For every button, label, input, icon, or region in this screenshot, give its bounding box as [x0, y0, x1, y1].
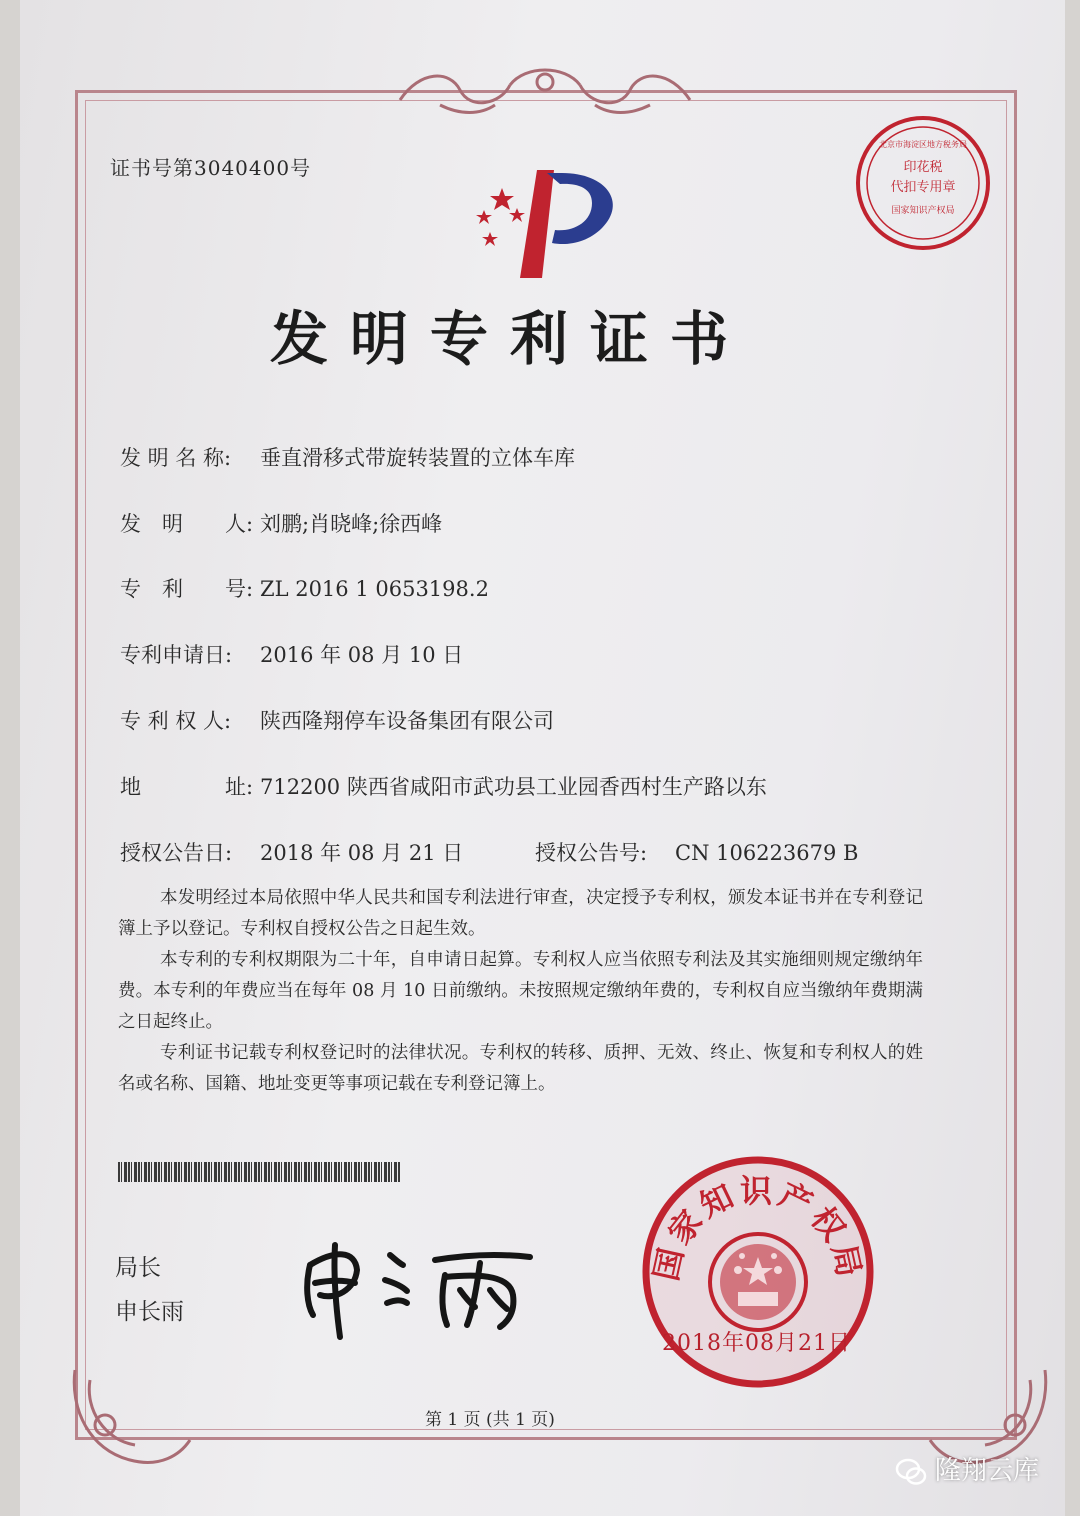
- wechat-icon: [895, 1457, 927, 1487]
- field-patentee: [120, 705, 554, 735]
- field-grant-date: [120, 837, 463, 867]
- signature: [295, 1225, 545, 1345]
- page-title: 发明专利证书: [270, 305, 751, 373]
- watermark-text: 隆翔云库: [935, 1456, 1040, 1486]
- field-value: 陕西隆翔停车设备集团有限公司: [260, 709, 554, 733]
- cnipa-logo: [462, 158, 642, 278]
- seal-date: 2018年08月21日: [662, 1331, 851, 1356]
- field-grant-pub-no: [535, 837, 858, 867]
- watermark: [895, 1450, 1039, 1487]
- field-inventor: [120, 508, 442, 538]
- field-filing-date: [120, 639, 463, 669]
- field-label: 发 明 人:: [120, 512, 254, 536]
- field-label: 地 址:: [120, 775, 254, 799]
- barcode: [118, 1162, 400, 1182]
- svg-text:印花税: 印花税: [903, 160, 943, 175]
- paragraph: 本发明经过本局依照中华人民共和国专利法进行审查，决定授予专利权，颁发本证书并在专利登记簿上予以登记。专利权自授权公告之日起生效。: [118, 888, 923, 939]
- svg-text:北京市海淀区地方税务局: 北京市海淀区地方税务局: [879, 140, 967, 149]
- field-value: 2018 年 08 月 21 日: [260, 841, 464, 865]
- signatory-block: [115, 1246, 184, 1334]
- field-label: 授权公告号:: [535, 841, 648, 865]
- svg-text:代扣专用章: 代扣专用章: [890, 180, 956, 195]
- field-value: 刘鹏;肖晓峰;徐西峰: [260, 512, 443, 536]
- svg-text:国家知识产权局: 国家知识产权局: [891, 206, 955, 216]
- body-text: [118, 883, 923, 1100]
- svg-text:国家知识产权局: 国家知识产权局: [646, 1172, 870, 1285]
- field-value: 2016 年 08 月 10 日: [260, 643, 464, 667]
- field-label: 专利申请日:: [120, 643, 233, 667]
- field-label: 授权公告日:: [120, 841, 233, 865]
- field-label: 发 明 名 称:: [120, 446, 232, 470]
- field-label: 专 利 权 人:: [120, 709, 232, 733]
- field-patent-no: [120, 573, 489, 603]
- field-value: CN 106223679 B: [675, 841, 859, 865]
- signatory-name: 申长雨: [115, 1299, 184, 1325]
- field-value: 712200 陕西省咸阳市武功县工业园香西村生产路以东: [260, 775, 767, 799]
- field-invention-name: [120, 442, 575, 472]
- signatory-role: 局长: [115, 1255, 161, 1281]
- top-ornament: [380, 60, 710, 120]
- paragraph: 本专利的专利权期限为二十年，自申请日起算。专利权人应当依照专利法及其实施细则规定缴纳年费。本专利的年费应当在每年 08 月 10 日前缴纳。未按照规定缴纳年费的，专利权自应当缴纳年费期满之日起终止。: [118, 950, 923, 1032]
- field-label: 专 利 号:: [120, 577, 254, 601]
- paragraph: 专利证书记载专利权登记时的法律状况。专利权的转移、质押、无效、终止、恢复和专利权人的姓名或名称、国籍、地址变更等事项记载在专利登记簿上。: [118, 1043, 923, 1094]
- tax-stamp: [853, 113, 993, 253]
- field-value: ZL 2016 1 0653198.2: [260, 577, 489, 601]
- field-value: 垂直滑移式带旋转装置的立体车库: [260, 446, 575, 470]
- page-number: 第 1 页 (共 1 页): [425, 1410, 555, 1430]
- field-address: [120, 771, 767, 801]
- corner-ornament-bottom-left: [60, 1350, 210, 1490]
- certificate-number: 证书号第3040400号: [110, 156, 312, 180]
